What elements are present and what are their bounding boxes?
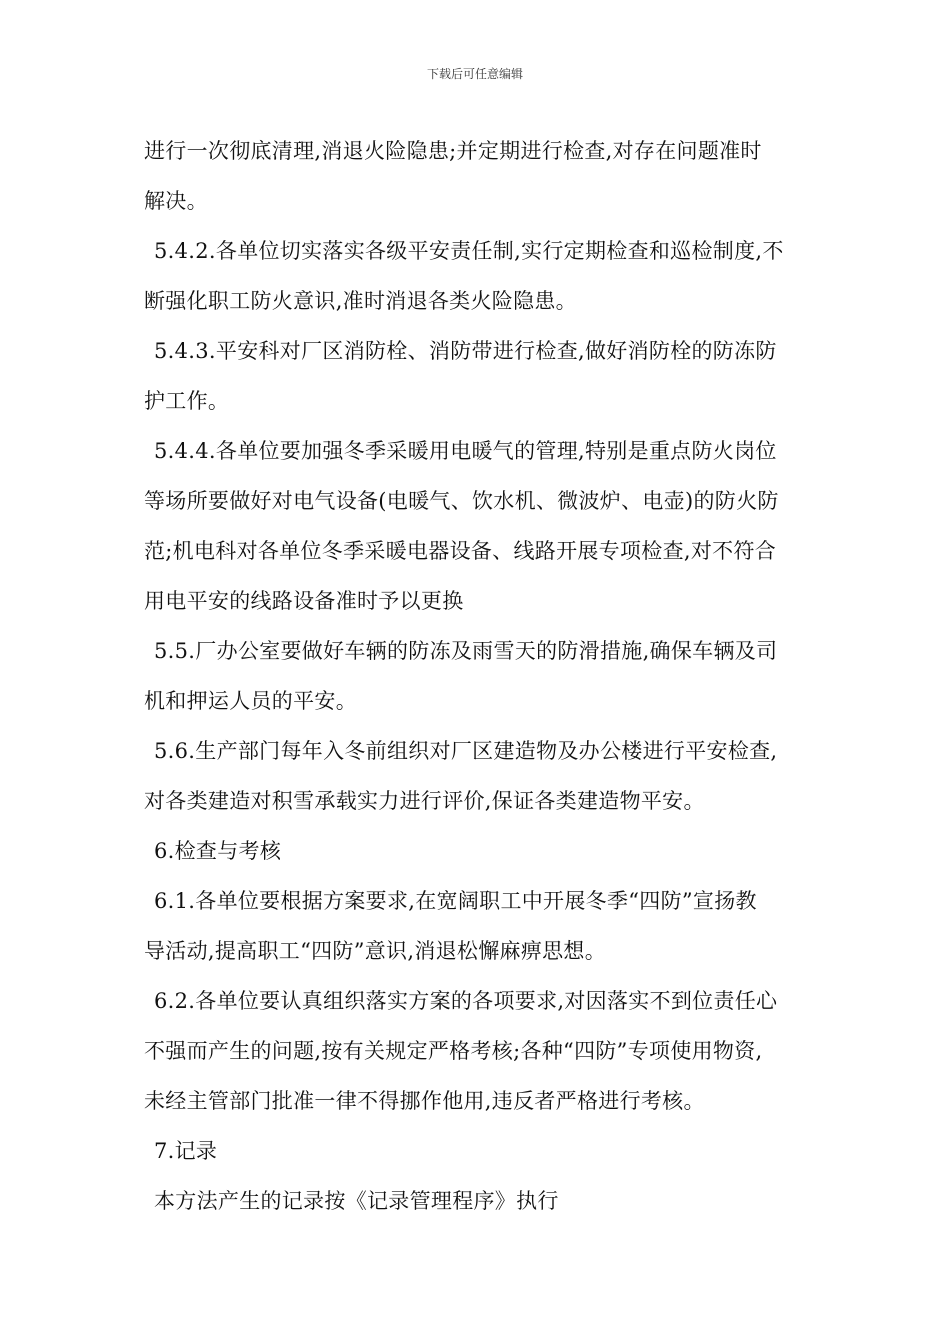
text-line: 用电平安的线路设备准时予以更换 (144, 589, 464, 613)
text-line: 本方法产生的记录按《记录管理程序》执行 (154, 1189, 559, 1213)
text-line: 不强而产生的问题,按有关规定严格考核;各种“四防”专项使用物资, (144, 1039, 763, 1063)
text-line: 导活动,提高职工“四防”意识,消退松懈麻痹思想。 (144, 939, 607, 963)
text-line: 5.4.2.各单位切实落实各级平安责任制,实行定期检查和巡检制度,不 (154, 239, 784, 263)
text-line: 对各类建造对积雪承载实力进行评价,保证各类建造物平安。 (144, 789, 705, 813)
text-line: 未经主管部门批准一律不得挪作他用,违反者严格进行考核。 (144, 1089, 705, 1113)
text-line: 等场所要做好对电气设备(电暖气、饮水机、微波炉、电壶)的防火防 (144, 489, 779, 513)
text-line: 机和押运人员的平安。 (144, 689, 357, 713)
text-line: 解决。 (144, 189, 208, 213)
section-heading: 7.记录 (154, 1139, 218, 1163)
text-line: 断强化职工防火意识,准时消退各类火险隐患。 (144, 289, 577, 313)
text-line: 6.2.各单位要认真组织落实方案的各项要求,对因落实不到位责任心 (154, 989, 778, 1013)
text-line: 范;机电科对各单位冬季采暖电器设备、线路开展专项检查,对不符合 (144, 539, 777, 563)
section-heading: 6.检查与考核 (154, 839, 282, 863)
text-line: 进行一次彻底清理,消退火险隐患;并定期进行检查,对存在问题准时 (144, 139, 762, 163)
text-line: 护工作。 (144, 389, 230, 413)
text-line: 5.4.3.平安科对厂区消防栓、消防带进行检查,做好消防栓的防冻防 (154, 339, 777, 363)
text-line: 5.4.4.各单位要加强冬季采暖用电暖气的管理,特别是重点防火岗位 (154, 439, 777, 463)
page-header: 下载后可任意编辑 (426, 67, 523, 81)
text-line: 6.1.各单位要根据方案要求,在宽阔职工中开展冬季“四防”宣扬教 (154, 889, 757, 913)
document-body (144, 126, 809, 1226)
text-line: 5.6.生产部门每年入冬前组织对厂区建造物及办公楼进行平安检查, (154, 739, 778, 763)
text-line: 5.5.厂办公室要做好车辆的防冻及雨雪天的防滑措施,确保车辆及司 (154, 639, 778, 663)
